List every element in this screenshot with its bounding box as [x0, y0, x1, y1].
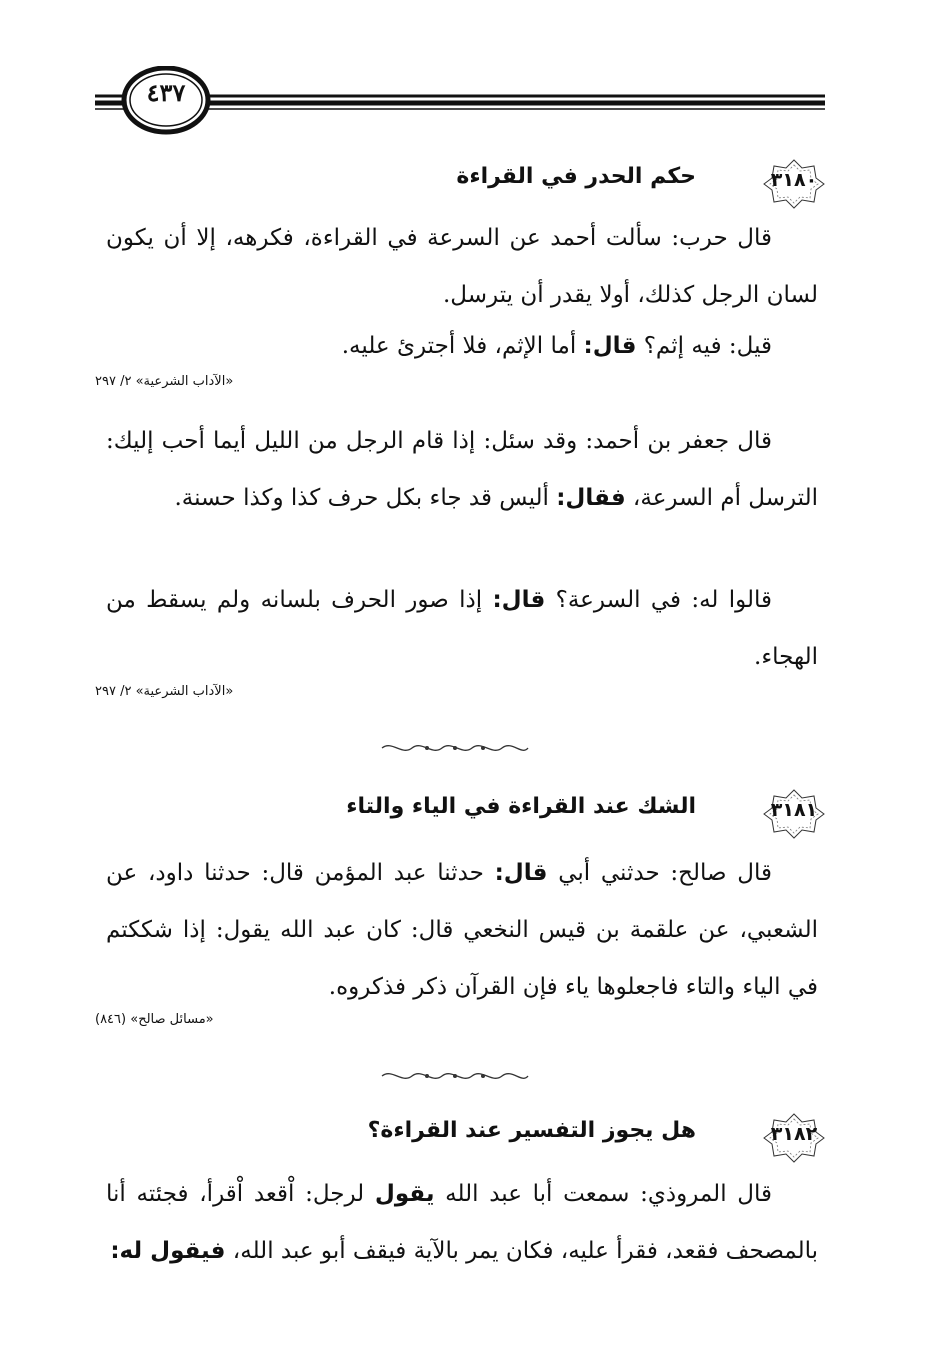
keyword: قال:: [492, 587, 546, 613]
paragraph-text: قال جعفر بن أحمد: وقد سئل: إذا قام الرجل من الليل أيما أحب إليك: الترسل أم السرعة،: [106, 428, 818, 511]
section-number-badge: [762, 788, 826, 840]
paragraph-text: قال صالح: حدثني أبي: [547, 860, 772, 886]
divider-ornament-icon: [380, 740, 530, 756]
section-heading: [106, 1112, 826, 1164]
section-number: ٣١٨١: [770, 799, 818, 821]
source-citation: «مسائل صالح» (٨٤٦): [95, 1012, 214, 1027]
paragraph-text: إذا صور الحرف بلسانه ولم يسقط من الهجاء.: [106, 587, 818, 670]
paragraph: [106, 1166, 818, 1280]
paragraph-text: لرجل: اْقعد اْقرأ، فجئته أنا بالمصحف فقعد، فقرأ عليه، فكان يمر بالآية فيقف أبو عبد الله،: [106, 1181, 818, 1264]
page-header: [95, 66, 825, 136]
keyword: قال:: [494, 860, 548, 886]
section-heading: [106, 788, 826, 840]
paragraph-text: حدثنا عبد المؤمن قال: حدثنا داود، عن الشعبي، عن علقمة بن قيس النخعي قال: كان عبد الله يقول: إذا شككتم في الياء والتاء فاجعلوها ياء فإن القرآن ذكر فذكروه.: [106, 860, 818, 1000]
paragraph-text: قالوا له: في السرعة؟: [545, 587, 773, 613]
section-number: ٣١٨٢: [770, 1123, 818, 1145]
source-citation: «الآداب الشرعية» ٢/ ٢٩٧: [95, 684, 234, 699]
paragraph-text: أليس قد جاء بكل حرف كذا وكذا حسنة.: [174, 485, 557, 511]
section-heading: [106, 158, 826, 210]
paragraph: [106, 572, 818, 686]
divider-ornament-icon: [380, 1068, 530, 1084]
section-title: الشك عند القراءة في الياء والتاء: [346, 794, 696, 819]
paragraph: [106, 845, 818, 1016]
paragraph-text: قال المروذي: سمعت أبا عبد الله: [434, 1181, 772, 1207]
paragraph-text: قال حرب: سألت أحمد عن السرعة في القراءة، فكرهه، إلا أن يكون لسان الرجل كذلك، أولا يقدر أن يترسل.: [106, 225, 818, 308]
section-title: هل يجوز التفسير عند القراءة؟: [367, 1118, 696, 1143]
section-title: حكم الحدر في القراءة: [456, 164, 696, 189]
section-number-badge: [762, 1112, 826, 1164]
keyword: قال:: [583, 333, 637, 359]
keyword: يقول: [374, 1181, 435, 1207]
section-number-badge: [762, 158, 826, 210]
paragraph: [106, 318, 818, 375]
paragraph: [106, 210, 818, 324]
keyword: فيقول له:: [110, 1238, 226, 1264]
header-rule: [95, 66, 825, 136]
paragraph-text: قيل: فيه إثم؟: [636, 333, 772, 359]
keyword: فقال:: [556, 485, 626, 511]
paragraph: [106, 413, 818, 527]
page-number: ٤٣٧: [146, 78, 186, 107]
section-number: ٣١٨٠: [770, 169, 818, 191]
source-citation: «الآداب الشرعية» ٢/ ٢٩٧: [95, 374, 234, 389]
paragraph-text: أما الإثم، فلا أجترئ عليه.: [341, 333, 584, 359]
